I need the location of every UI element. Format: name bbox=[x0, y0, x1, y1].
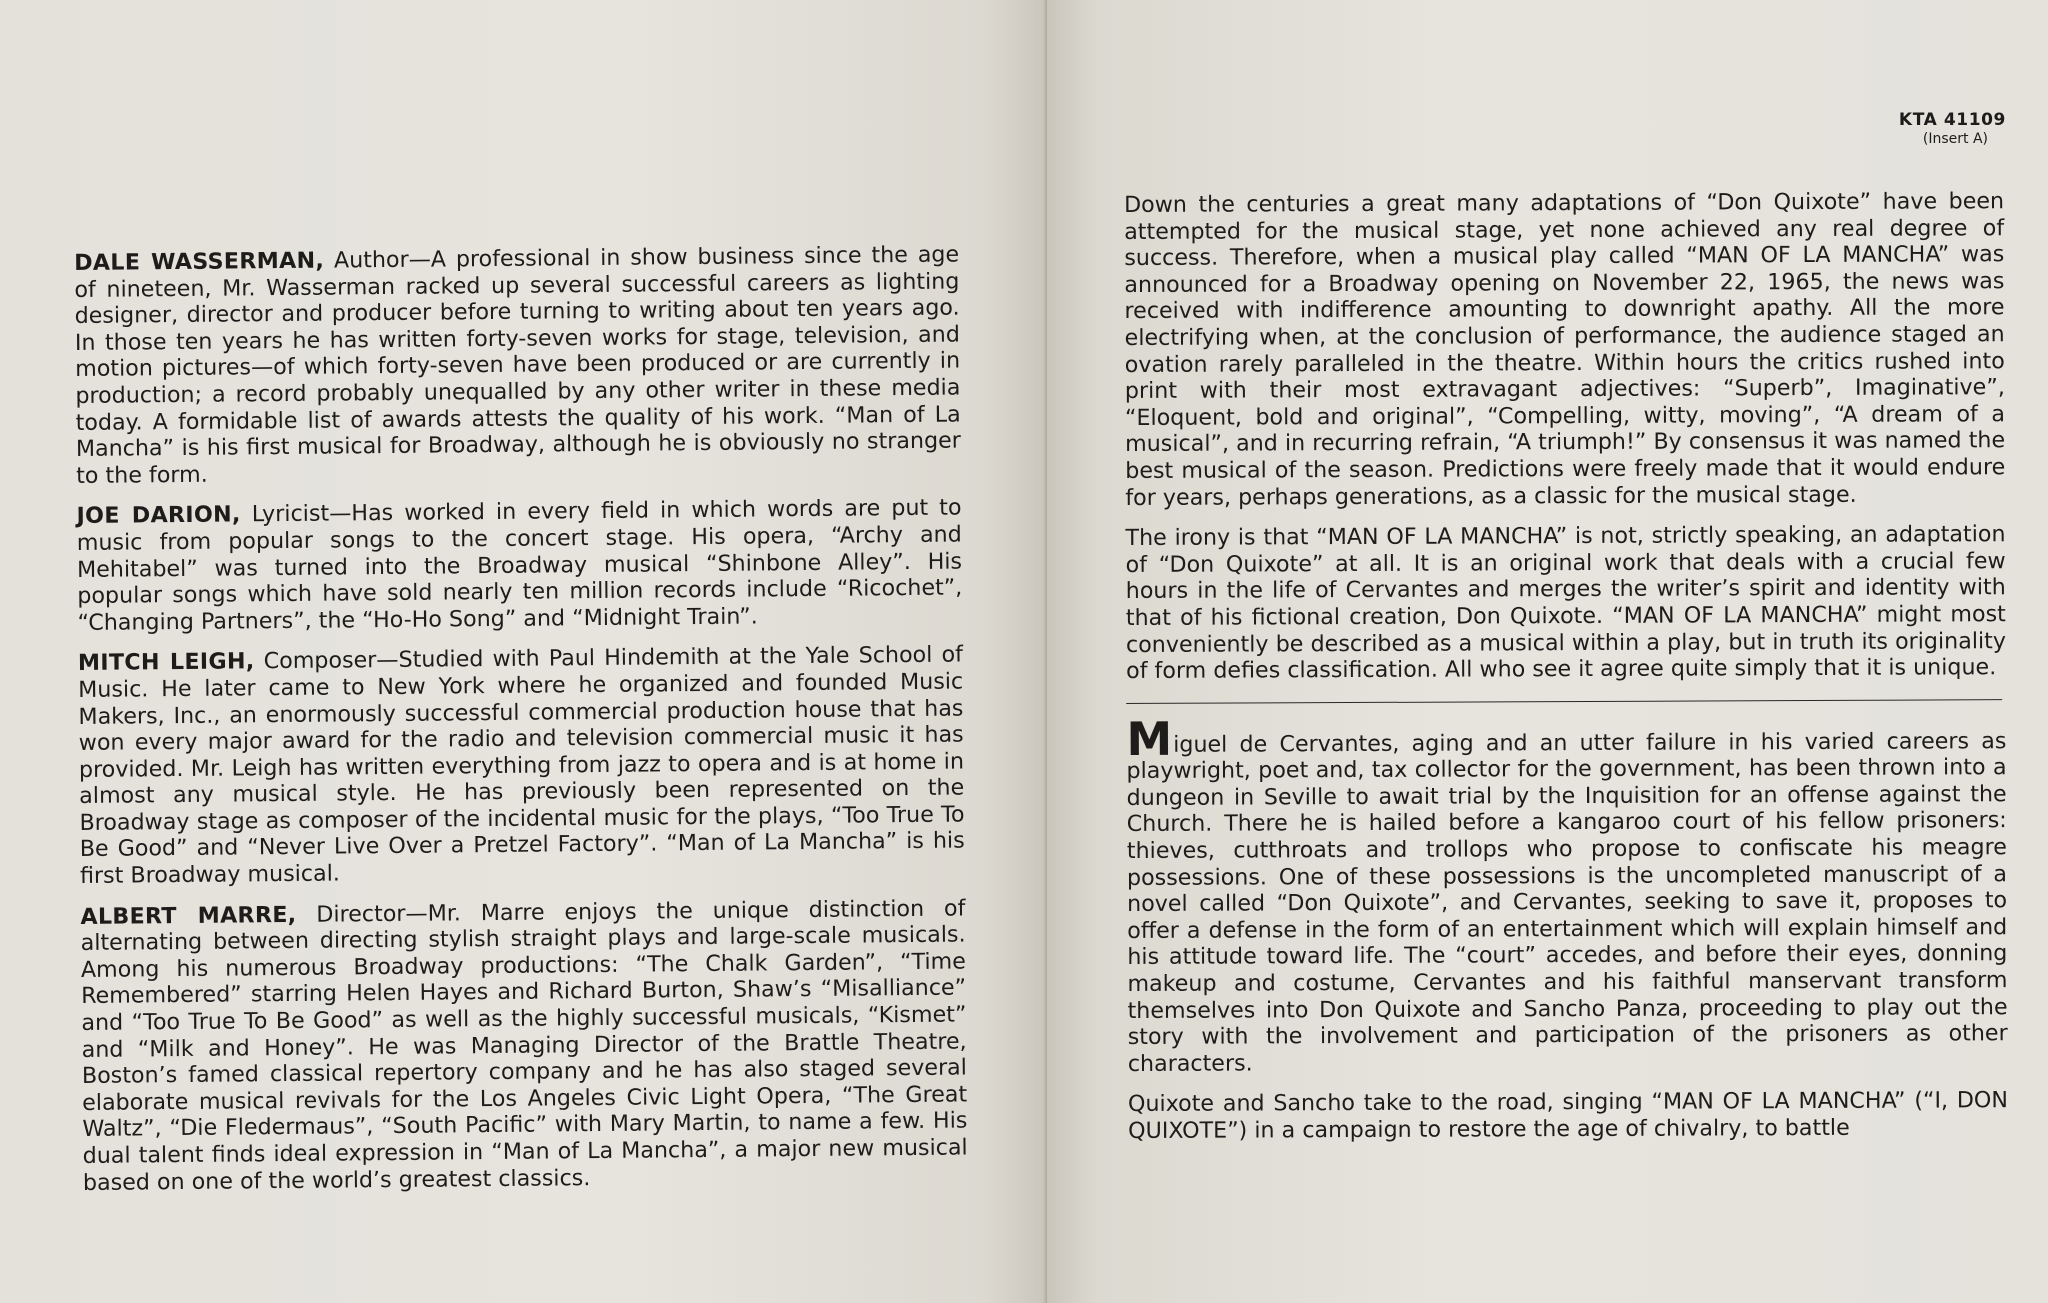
catalog-code: KTA 41109 bbox=[1898, 110, 2006, 130]
catalog-number bbox=[1899, 110, 2006, 148]
insert-label: (Insert A) bbox=[1922, 131, 1988, 147]
bio-wasserman bbox=[74, 242, 961, 490]
credits-column bbox=[74, 242, 968, 1211]
drop-cap: M bbox=[1126, 711, 1173, 766]
bio-text: Lyricist—Has worked in every field in which words are put to music from popular songs to the concert stage. His opera, “Archy and Mehitabel” was turned into the Broadway musical “Shinbone Alley”. His popular songs which have sold nearly ten million records include “Ricochet”, “Changing Partners”, the “Ho-Ho Song” and “Midnight Train”. bbox=[76, 494, 963, 636]
bio-name: DALE WASSERMAN, bbox=[74, 247, 325, 276]
bio-leigh bbox=[78, 642, 965, 890]
story-paragraph bbox=[1126, 711, 2008, 1078]
bio-text: Author—A professional in show business since the age of nineteen, Mr. Wasserman racked up several successful careers as lighting designer, director and producer before turning to writing about ten years ago. In those ten years he has written forty-seven works for stage, television, and motion pictures—of which forty-seven have been produced or are currently in production; a record probably unequalled by any other writer in these media today. A formidable list of awards attests the quality of his work. “Man of La Mancha” is his first musical for Broadway, although he is obviously no stranger to the form. bbox=[74, 241, 961, 489]
bio-name: JOE DARION, bbox=[76, 501, 241, 530]
story-text: iguel de Cervantes, aging and an utter failure in his varied careers as playwright, poet and, tax collector for the government, has been thrown into a dungeon in Seville to await trial by the Inquisition for an offense against the Church. There he is hailed before a kangaroo court of his fellow prisoners: thieves, cutthroats and trollops who propose to confiscate his meagre possessions. One of these possessions is the uncompleted manuscript of a novel called “Don Quixote”, and Cervantes, seeking to save it, proposes to offer a defense in the form of an entertainment which will explain himself and his attitude toward life. The “court” accedes, and before their eyes, donning makeup and costume, Cervantes and his faithful manservant transform themselves into Don Quixote and Sancho Panza, proceeding to play out the story with the involvement and participation of the prisoners as other characters. bbox=[1126, 727, 2008, 1077]
bio-text: Composer—Studied with Paul Hindemith at the Yale School of Music. He later came to New York where he organized and founded Music Makers, Inc., an enormously successful commercial production house that has won every major award for the radio and television commercial music it has provided. Mr. Leigh has written everything from jazz to opera and is at home in almost any musical style. He has previously been represented on the Broadway stage as composer of the incidental music for the plays, “Too True To Be Good” and “Never Live Over a Pretzel Factory”. “Man of La Mancha” is his first Broadway musical. bbox=[78, 641, 965, 890]
bio-marre bbox=[80, 895, 968, 1196]
bio-name: MITCH LEIGH, bbox=[77, 648, 255, 677]
bio-darion bbox=[76, 495, 962, 636]
section-divider bbox=[1126, 699, 2002, 704]
notes-column bbox=[1124, 188, 2008, 1158]
bio-text: Director—Mr. Marre enjoys the unique distinction of alternating between directing stylish straight plays and large-scale musicals. Among his numerous Broadway productions: “The Chalk Garden”, “Time Remembered” starring Helen Hayes and Richard Burton, Shaw’s “Misalliance” and “Too True To Be Good” as well as the highly successful musicals, “Kismet” and “Milk and Honey”. He was Managing Director of the Brattle Theatre, Boston’s famed classical repertory company and he has also staged several elaborate musical revivals for the Los Angeles Civic Light Opera, “The Great Waltz”, “Die Fledermaus”, “South Pacific” with Mary Martin, to name a few. His dual talent finds ideal expression in “Man of La Mancha”, a major new musical based on one of the world’s greatest classics. bbox=[80, 895, 968, 1196]
irony-paragraph: The irony is that “MAN OF LA MANCHA” is not, strictly speaking, an adaptation of “Don Quixote” at all. It is an original work that deals with a crucial few hours in the life of Cervantes and merges the writer’s spirit and identity with that of his fictional creation, Don Quixote. “MAN OF LA MANCHA” might most conveniently be described as a musical within a play, but in truth its originality of form defies classification. All who see it agree quite simply that it is unique. bbox=[1125, 521, 2007, 685]
intro-paragraph: Down the centuries a great many adaptations of “Don Quixote” have been attempted for the musical stage, yet none achieved any real degree of success. Therefore, when a musical play called “MAN OF LA MANCHA” was announced for a Broadway opening on November 22, 1965, the news was received with indifference amounting to downright apathy. All the more electrifying when, at the conclusion of performance, the audience staged an ovation rarely paralleled in the theatre. Within hours the critics rushed into print with their most extravagant adjectives: “Superb”, Imaginative”, “Eloquent, bold and original”, “Compelling, witty, moving”, “A dream of a musical”, and in recurring refrain, “A triumph!” By consensus it was named the best musical of the season. Predictions were freely made that it would endure for years, perhaps generations, as a classic for the musical stage. bbox=[1124, 188, 2006, 511]
bio-name: ALBERT MARRE, bbox=[80, 901, 297, 930]
story-paragraph-continued: Quixote and Sancho take to the road, singing “MAN OF LA MANCHA” (“I, DON QUIXOTE”) in a campaign to restore the age of chivalry, to battle bbox=[1127, 1087, 2009, 1144]
